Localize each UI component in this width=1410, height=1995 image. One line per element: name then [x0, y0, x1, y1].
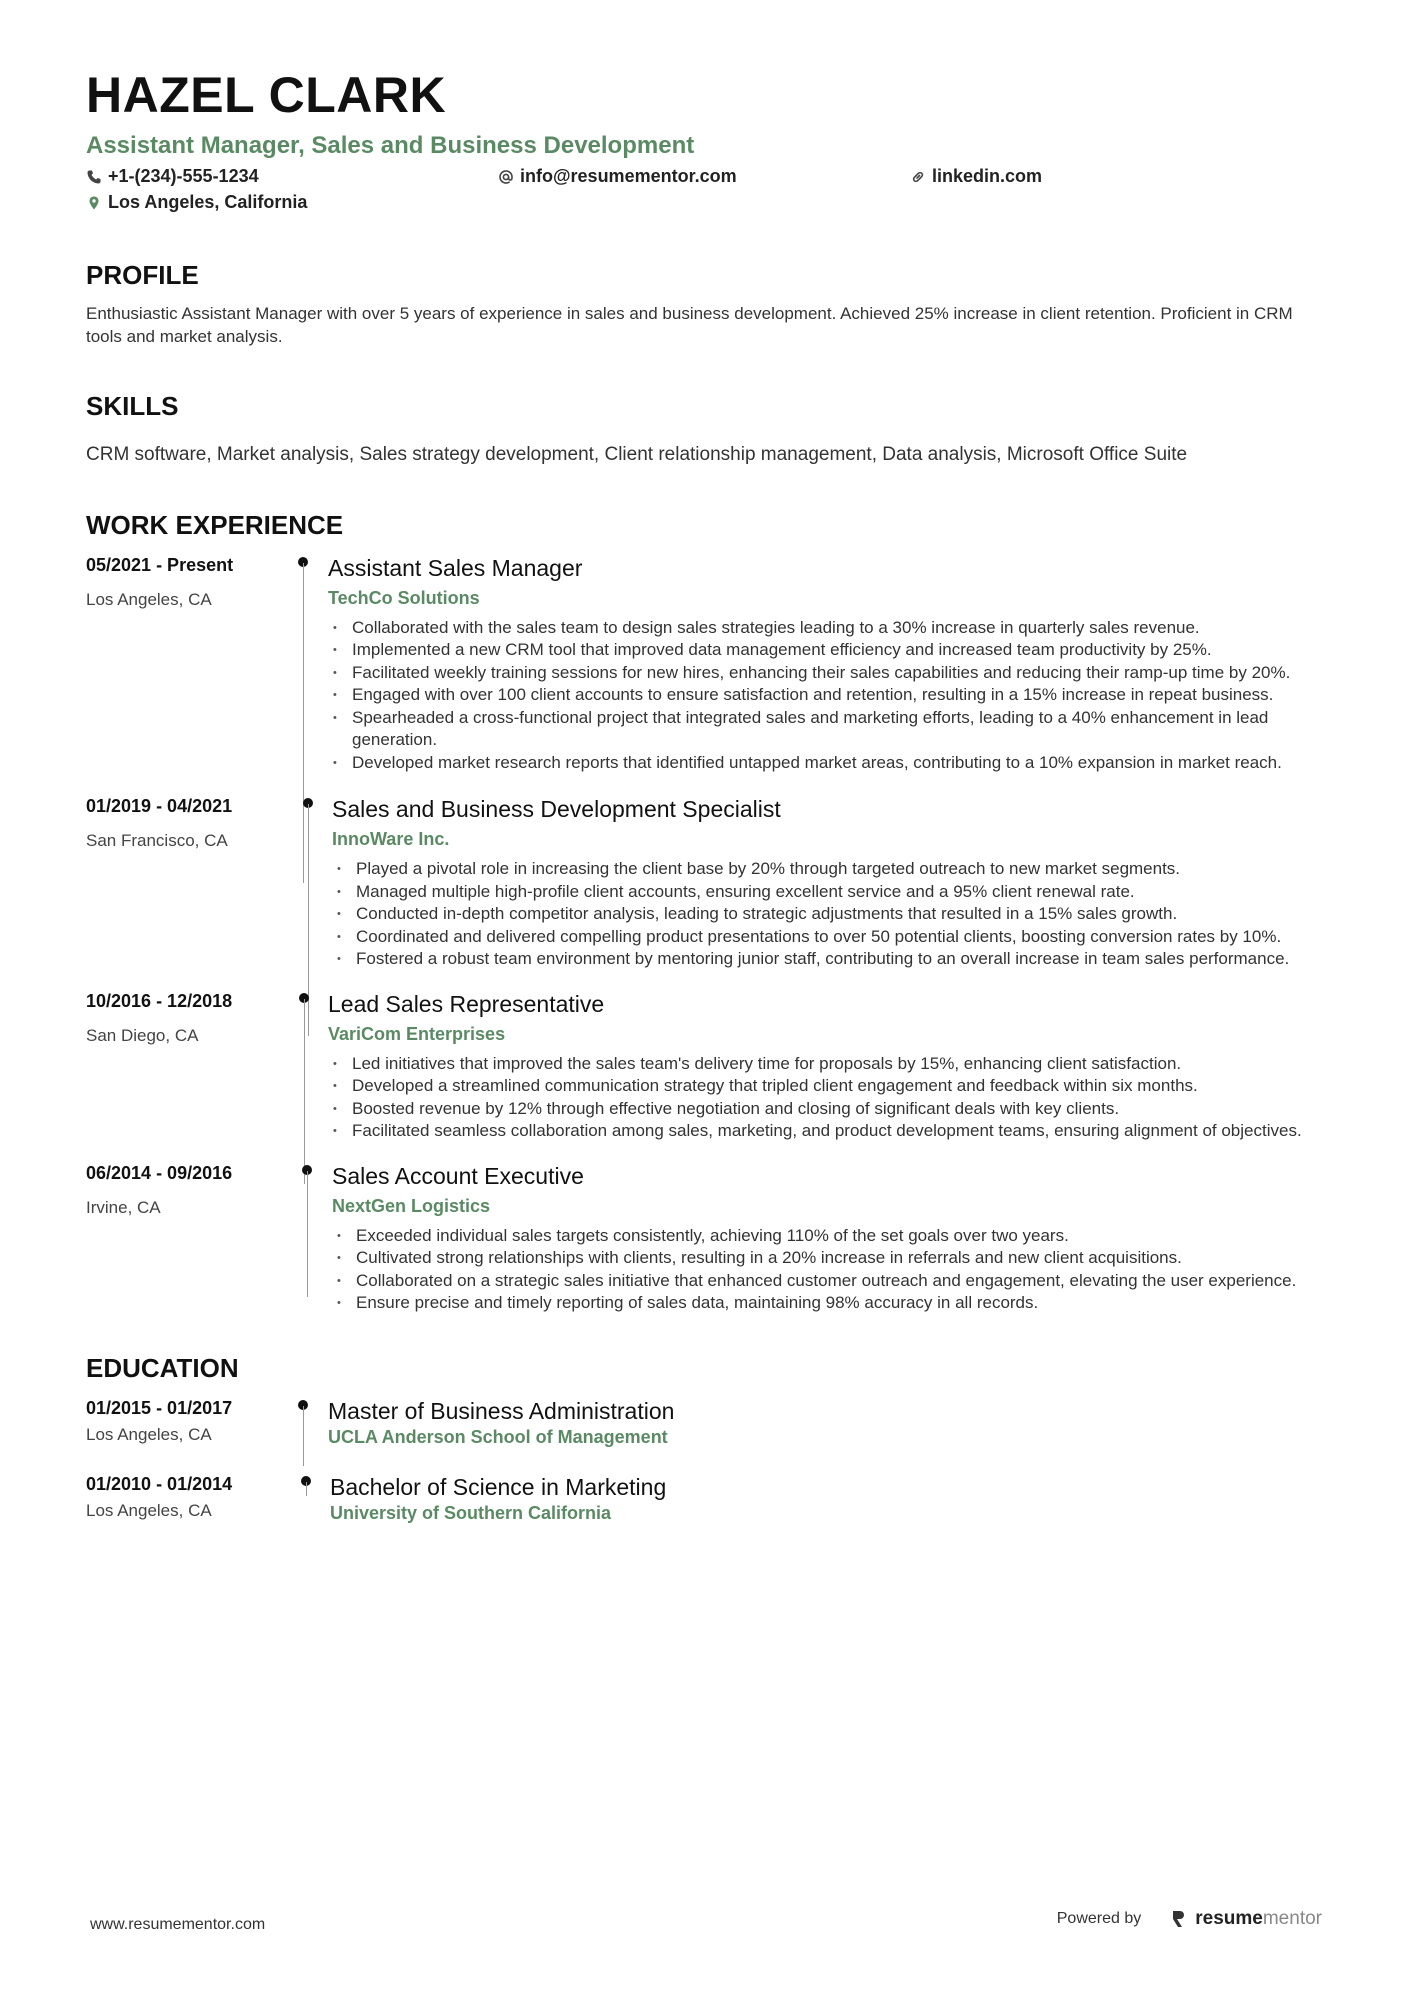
- brand-name-bold: resume: [1195, 1908, 1263, 1929]
- bullet-item: • Coordinated and delivered compelling product presentations to over 50 potential clients, boosting conversion rates by 10%.: [332, 926, 1326, 949]
- work-experience-heading: WORK EXPERIENCE: [86, 509, 344, 540]
- job-title: Sales and Business Development Specialist: [332, 796, 781, 823]
- bullet-item: • Played a pivotal role in increasing the client base by 20% through targeted outreach to new market segments.: [332, 858, 1326, 881]
- company-name: TechCo Solutions: [328, 587, 480, 608]
- job-bullets: [332, 858, 1326, 971]
- resumementor-logo-icon: [1171, 1909, 1185, 1929]
- bullet-item: • Facilitated seamless collaboration among sales, marketing, and product development teams, ensuring alignment of objectives.: [328, 1120, 1326, 1143]
- email-text: info@resumementor.com: [520, 166, 737, 186]
- phone-icon: [86, 169, 102, 185]
- education-dates: 01/2015 - 01/2017: [86, 1397, 233, 1418]
- job-bullets: [332, 1225, 1326, 1315]
- timeline-marker: [299, 796, 319, 971]
- linkedin-contact[interactable]: [910, 166, 1042, 187]
- footer-branding: [1057, 1908, 1322, 1930]
- company-name: VariCom Enterprises: [328, 1023, 506, 1044]
- degree-title: Master of Business Administration: [328, 1397, 675, 1424]
- job-dates: 01/2019 - 04/2021: [86, 796, 233, 817]
- bullet-item: • Boosted revenue by 12% through effective negotiation and closing of significant deals with key clients.: [328, 1098, 1326, 1121]
- profile-section: [86, 260, 1326, 349]
- at-icon: [498, 169, 514, 185]
- job-entry: [86, 1163, 1326, 1315]
- contact-info: [86, 166, 1326, 218]
- resume-page: [86, 67, 1326, 1524]
- company-name: InnoWare Inc.: [332, 829, 450, 850]
- education-location: Los Angeles, CA: [86, 1424, 212, 1444]
- job-title: Lead Sales Representative: [328, 990, 605, 1017]
- timeline-line: [307, 1171, 309, 1297]
- powered-by-text: Powered by: [1056, 1910, 1142, 1927]
- profile-heading: PROFILE: [86, 260, 199, 290]
- bullet-item: • Exceeded individual sales targets consistently, achieving 110% of the set goals over two years.: [332, 1225, 1326, 1248]
- education-section: [86, 1353, 1326, 1524]
- timeline-line: [304, 999, 306, 1184]
- bullet-item: • Developed a streamlined communication strategy that tripled client engagement and feedback within six months.: [328, 1075, 1326, 1098]
- job-bullets: [328, 1053, 1326, 1143]
- timeline-marker: [294, 1398, 314, 1448]
- job-location: San Francisco, CA: [86, 831, 228, 851]
- education-heading: EDUCATION: [86, 1352, 239, 1383]
- phone-contact: [86, 166, 259, 187]
- education-dates: 01/2010 - 01/2014: [86, 1473, 233, 1494]
- bullet-item: • Ensure precise and timely reporting of sales data, maintaining 98% accuracy in all records.: [332, 1292, 1326, 1315]
- bullet-item: • Conducted in-depth competitor analysis, leading to strategic adjustments that resulted in a 15% sales growth.: [332, 903, 1326, 926]
- skills-text: CRM software, Market analysis, Sales strategy development, Client relationship management, Data analysis, Microsoft Office Suite: [86, 443, 1188, 465]
- bullet-item: • Cultivated strong relationships with clients, resulting in a 20% increase in referrals and new client acquisitions.: [332, 1247, 1326, 1270]
- linkedin-text: linkedin.com: [932, 166, 1043, 186]
- bullet-item: • Implemented a new CRM tool that improved data management efficiency and increased team productivity by 25%.: [328, 639, 1326, 662]
- company-name: NextGen Logistics: [332, 1195, 491, 1216]
- email-contact[interactable]: [498, 166, 737, 187]
- job-dates: 06/2014 - 09/2016: [86, 1162, 233, 1183]
- timeline-marker: [294, 555, 314, 775]
- location-text: Los Angeles, California: [108, 192, 308, 212]
- footer-website-link[interactable]: www.resumementor.com: [90, 1916, 266, 1933]
- job-title: Assistant Sales Manager: [328, 554, 583, 581]
- bullet-item: • Collaborated with the sales team to design sales strategies leading to a 30% increase in quarterly sales revenue.: [328, 617, 1326, 640]
- job-bullets: [328, 617, 1326, 775]
- profile-text: Enthusiastic Assistant Manager with over 5 years of experience in sales and business development. Achieved 25% increase in client retention. Proficient in CRM tools and market analysis.: [86, 304, 1293, 346]
- candidate-title: Assistant Manager, Sales and Business Development: [86, 132, 695, 159]
- skills-heading: SKILLS: [86, 390, 179, 421]
- bullet-item: • Led initiatives that improved the sales team's delivery time for proposals by 15%, enhancing client satisfaction.: [328, 1053, 1326, 1076]
- bullet-item: • Fostered a robust team environment by mentoring junior staff, contributing to an overall increase in team sales performance.: [332, 948, 1326, 971]
- bullet-item: • Managed multiple high-profile client accounts, ensuring excellent service and a 95% client renewal rate.: [332, 881, 1326, 904]
- job-entry: [86, 796, 1326, 971]
- education-entry: [86, 1398, 1326, 1448]
- timeline-line: [303, 1406, 305, 1466]
- brand-name[interactable]: [1195, 1908, 1322, 1930]
- job-dates: 10/2016 - 12/2018: [86, 990, 233, 1011]
- job-dates: 05/2021 - Present: [86, 554, 234, 575]
- timeline-marker: [297, 1474, 317, 1524]
- school-name: UCLA Anderson School of Management: [328, 1426, 668, 1447]
- timeline-marker: [295, 991, 315, 1143]
- phone-text: +1-(234)-555-1234: [108, 166, 259, 186]
- job-title: Sales Account Executive: [332, 1162, 584, 1189]
- degree-title: Bachelor of Science in Marketing: [330, 1473, 667, 1500]
- school-name: University of Southern California: [330, 1502, 612, 1523]
- bullet-item: • Collaborated on a strategic sales initiative that enhanced customer outreach and engagement, elevating the user experience.: [332, 1270, 1326, 1293]
- location-pin-icon: [86, 195, 102, 211]
- job-location: Los Angeles, CA: [86, 589, 212, 609]
- skills-section: [86, 391, 1326, 466]
- link-icon: [910, 169, 926, 185]
- job-entry: [86, 991, 1326, 1143]
- education-location: Los Angeles, CA: [86, 1500, 212, 1520]
- bullet-item: • Spearheaded a cross-functional project that integrated sales and marketing efforts, leading to a 40% enhancement in lead generation.: [328, 707, 1326, 752]
- job-location: Irvine, CA: [86, 1197, 161, 1217]
- work-experience-section: [86, 510, 1326, 1315]
- bullet-item: • Engaged with over 100 client accounts to ensure satisfaction and retention, resulting in a 15% increase in repeat business.: [328, 684, 1326, 707]
- education-entry: [86, 1474, 1326, 1524]
- brand-name-light: mentor: [1262, 1908, 1322, 1929]
- candidate-name: HAZEL CLARK: [86, 67, 447, 123]
- bullet-item: • Developed market research reports that identified untapped market areas, contributing to a 10% expansion in market reach.: [328, 752, 1326, 775]
- location-contact: [86, 192, 307, 213]
- timeline-line: [306, 1482, 308, 1496]
- timeline-marker: [298, 1163, 318, 1315]
- job-location: San Diego, CA: [86, 1025, 199, 1045]
- bullet-item: • Facilitated weekly training sessions for new hires, enhancing their sales capabilities and reducing their ramp-up time by 20%.: [328, 662, 1326, 685]
- job-entry: [86, 555, 1326, 775]
